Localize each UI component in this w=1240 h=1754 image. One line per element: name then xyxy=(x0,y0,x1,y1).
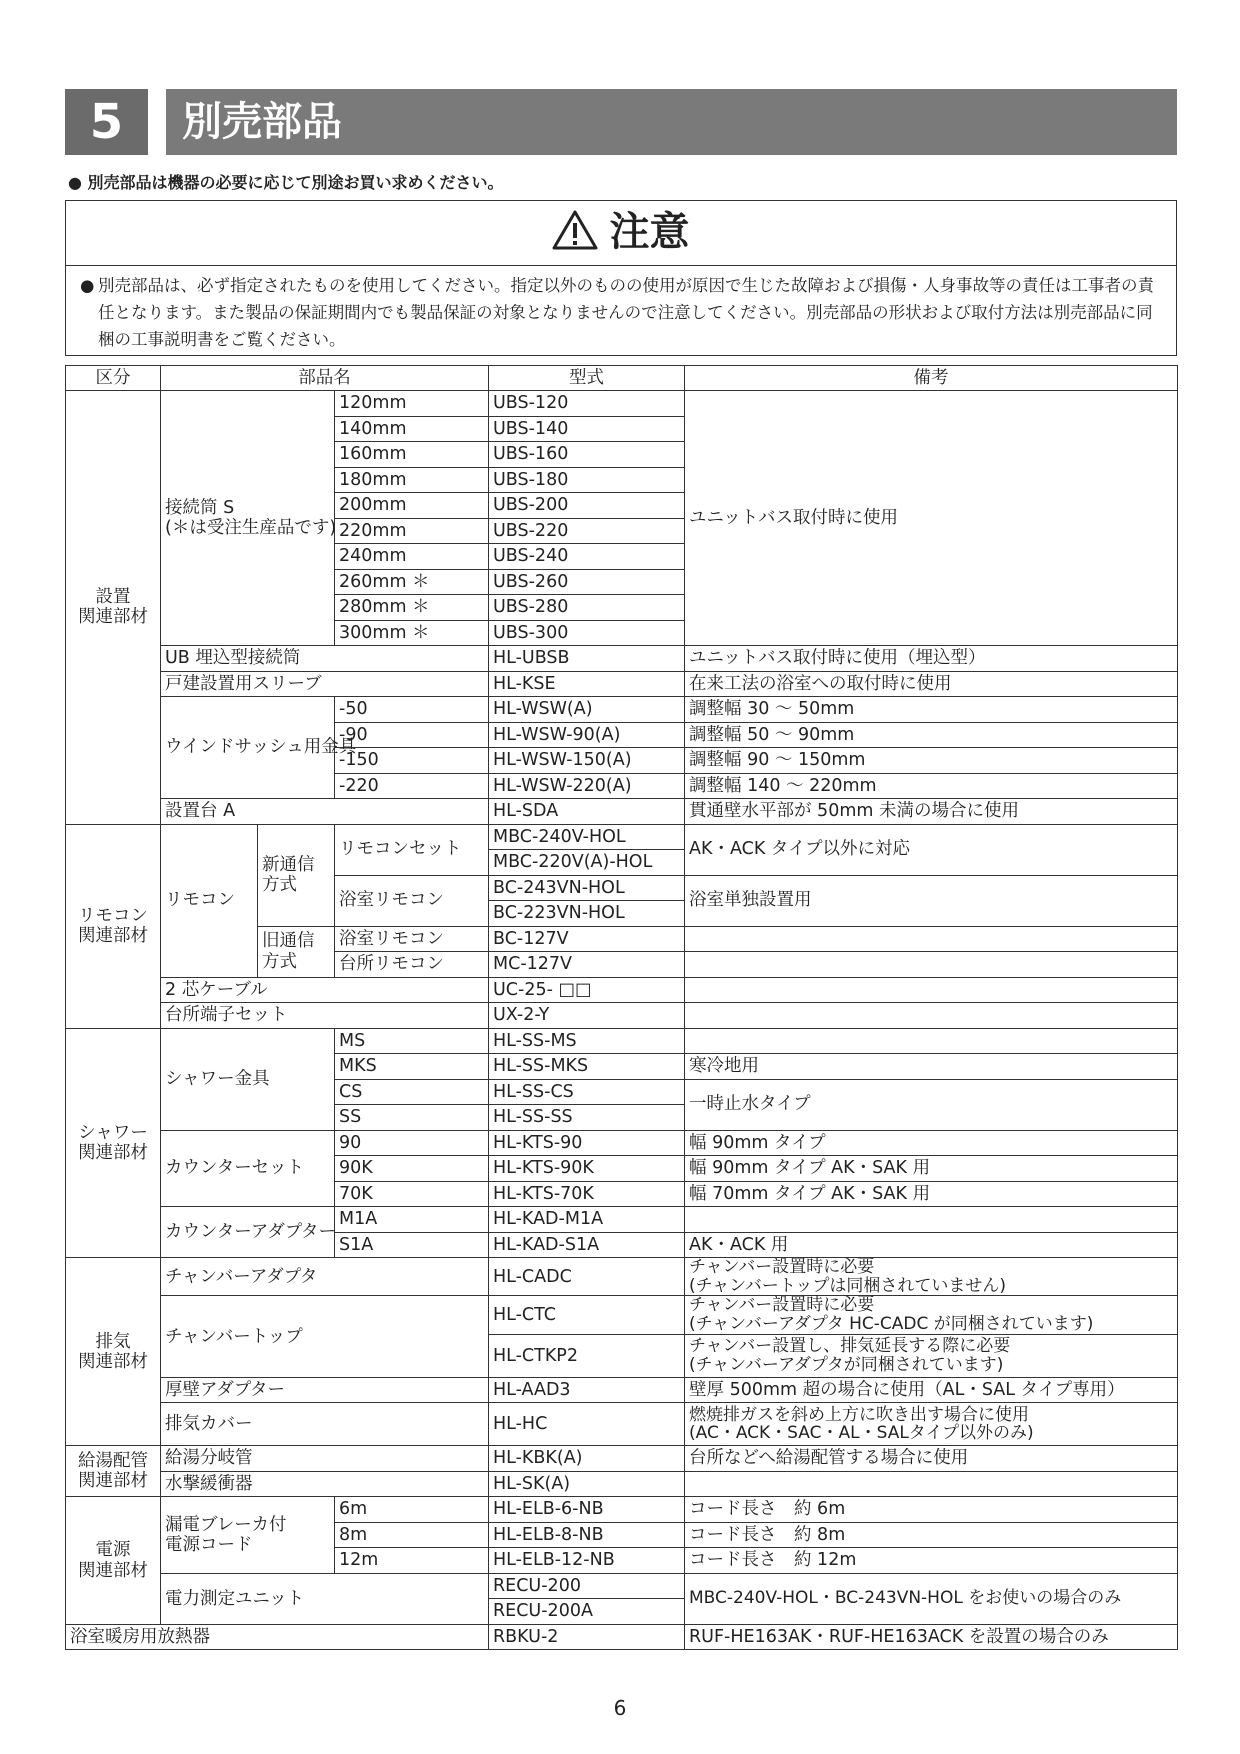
table-cell: 漏電ブレーカ付 電源コード xyxy=(161,1497,335,1574)
table-cell: ユニットバス取付時に使用 xyxy=(685,391,1178,646)
table-cell: 140mm xyxy=(335,416,489,442)
table-cell: BC-243VN-HOL xyxy=(489,875,685,901)
table-cell: HL-KTS-90K xyxy=(489,1156,685,1182)
table-cell: 調整幅 50 ～ 90mm xyxy=(685,722,1178,748)
table-cell: UBS-160 xyxy=(489,442,685,468)
table-cell: 220mm xyxy=(335,518,489,544)
table-cell: カウンターセット xyxy=(161,1130,335,1207)
table-cell: チャンバートップ xyxy=(161,1296,489,1377)
table-cell: 戸建設置用スリーブ xyxy=(161,671,489,697)
table-cell: UBS-220 xyxy=(489,518,685,544)
table-cell: 給湯分岐管 xyxy=(161,1446,489,1472)
section-title: 別売部品 xyxy=(166,89,1177,155)
table-row xyxy=(66,697,1178,723)
table-cell: -220 xyxy=(335,773,489,799)
table-row xyxy=(66,1573,1178,1599)
table-cell: HL-SK(A) xyxy=(489,1471,685,1497)
table-cell: 給湯配管 関連部材 xyxy=(66,1446,161,1497)
table-cell: MBC-240V-HOL xyxy=(489,824,685,850)
table-cell: HL-WSW(A) xyxy=(489,697,685,723)
table-cell: UBS-240 xyxy=(489,544,685,570)
table-cell: 設置 関連部材 xyxy=(66,391,161,825)
table-body xyxy=(66,391,1178,1650)
table-cell: M1A xyxy=(335,1207,489,1233)
table-cell: HL-CTC xyxy=(489,1296,685,1334)
table-cell: 6m xyxy=(335,1497,489,1523)
table-cell: シャワー 関連部材 xyxy=(66,1028,161,1258)
table-cell: HL-ELB-12-NB xyxy=(489,1548,685,1574)
table-cell: HL-CADC xyxy=(489,1258,685,1296)
table-cell: 旧通信 方式 xyxy=(258,926,335,977)
table-cell: HL-KTS-70K xyxy=(489,1181,685,1207)
table-cell: 幅 70mm タイプ AK・SAK 用 xyxy=(685,1181,1178,1207)
table-cell: チャンバー設置時に必要 (チャンバートップは同梱されていません) xyxy=(685,1258,1178,1296)
table-cell: MKS xyxy=(335,1054,489,1080)
table-cell: ウインドサッシュ用金具 xyxy=(161,697,335,799)
table-cell: UBS-140 xyxy=(489,416,685,442)
parts-table xyxy=(65,365,1178,1650)
table-cell: リモコンセット xyxy=(335,824,489,875)
table-cell xyxy=(685,977,1178,1003)
table-cell: 寒冷地用 xyxy=(685,1054,1178,1080)
section-header xyxy=(65,89,1177,155)
page-number: 6 xyxy=(613,1696,627,1720)
table-cell: RBKU-2 xyxy=(489,1624,685,1650)
table-row xyxy=(66,1296,1178,1334)
table-cell: HL-SS-SS xyxy=(489,1105,685,1131)
table-cell: HL-ELB-6-NB xyxy=(489,1497,685,1523)
table-cell: HL-SDA xyxy=(489,799,685,825)
table-cell: RECU-200A xyxy=(489,1599,685,1625)
table-cell: 90 xyxy=(335,1130,489,1156)
table-cell xyxy=(685,1028,1178,1054)
table-cell: 接続筒 S (＊は受注生産品です) xyxy=(161,391,335,646)
table-cell: MC-127V xyxy=(489,952,685,978)
table-cell: RUF-HE163AK・RUF-HE163ACK を設置の場合のみ xyxy=(685,1624,1178,1650)
table-cell: 一時止水タイプ xyxy=(685,1079,1178,1130)
table-cell: 浴室暖房用放熱器 xyxy=(66,1624,489,1650)
table-row xyxy=(66,1403,1178,1446)
section-number: 5 xyxy=(65,89,148,155)
table-cell: 200mm xyxy=(335,493,489,519)
table-cell: UC-25- □□ xyxy=(489,977,685,1003)
table-cell: UBS-180 xyxy=(489,467,685,493)
table-row xyxy=(66,671,1178,697)
table-cell: UBS-280 xyxy=(489,595,685,621)
table-cell: シャワー金具 xyxy=(161,1028,335,1130)
table-cell: コード長さ 約 12m xyxy=(685,1548,1178,1574)
table-cell: HL-WSW-90(A) xyxy=(489,722,685,748)
table-cell: 調整幅 90 ～ 150mm xyxy=(685,748,1178,774)
intro-note: ● 別売部品は機器の必要に応じて別途お買い求めください。 xyxy=(68,173,504,192)
table-cell: 排気カバー xyxy=(161,1403,489,1446)
table-row xyxy=(66,1377,1178,1403)
table-cell: カウンターアダプター xyxy=(161,1207,335,1258)
table-cell: 台所端子セット xyxy=(161,1003,489,1029)
table-cell: HL-WSW-150(A) xyxy=(489,748,685,774)
table-cell: 水撃緩衝器 xyxy=(161,1471,489,1497)
table-cell: 300mm ＊ xyxy=(335,620,489,646)
table-cell: HL-CTKP2 xyxy=(489,1334,685,1377)
table-row xyxy=(66,1028,1178,1054)
header-remarks: 備考 xyxy=(685,366,1178,391)
table-row xyxy=(66,1471,1178,1497)
header-model: 型式 xyxy=(489,366,685,391)
table-cell: MS xyxy=(335,1028,489,1054)
table-cell: 幅 90mm タイプ AK・SAK 用 xyxy=(685,1156,1178,1182)
table-cell: MBC-240V-HOL・BC-243VN-HOL をお使いの場合のみ xyxy=(685,1573,1178,1624)
table-cell: HL-KAD-M1A xyxy=(489,1207,685,1233)
table-cell: 浴室リモコン xyxy=(335,926,489,952)
table-row xyxy=(66,799,1178,825)
table-cell: UBS-260 xyxy=(489,569,685,595)
table-cell: 電源 関連部材 xyxy=(66,1497,161,1625)
table-cell: MBC-220V(A)-HOL xyxy=(489,850,685,876)
caution-box xyxy=(65,200,1177,356)
table-cell: 90K xyxy=(335,1156,489,1182)
table-cell: コード長さ 約 6m xyxy=(685,1497,1178,1523)
table-cell: 新通信 方式 xyxy=(258,824,335,926)
table-cell: HL-UBSB xyxy=(489,646,685,672)
table-cell: リモコン xyxy=(161,824,258,977)
table-cell: 浴室単独設置用 xyxy=(685,875,1178,926)
table-cell: 8m xyxy=(335,1522,489,1548)
table-cell: 70K xyxy=(335,1181,489,1207)
table-cell: 12m xyxy=(335,1548,489,1574)
table-cell: 180mm xyxy=(335,467,489,493)
table-cell: 240mm xyxy=(335,544,489,570)
table-cell: 調整幅 140 ～ 220mm xyxy=(685,773,1178,799)
table-cell: HL-ELB-8-NB xyxy=(489,1522,685,1548)
table-cell: S1A xyxy=(335,1232,489,1258)
table-cell: HL-KAD-S1A xyxy=(489,1232,685,1258)
table-cell: HL-KTS-90 xyxy=(489,1130,685,1156)
table-row xyxy=(66,1624,1178,1650)
table-cell: AK・ACK 用 xyxy=(685,1232,1178,1258)
table-cell: BC-127V xyxy=(489,926,685,952)
table-cell: 120mm xyxy=(335,391,489,417)
table-cell: -50 xyxy=(335,697,489,723)
table-cell xyxy=(685,1003,1178,1029)
table-cell: 160mm xyxy=(335,442,489,468)
table-cell: 厚壁アダプター xyxy=(161,1377,489,1403)
table-cell: UB 埋込型接続筒 xyxy=(161,646,489,672)
table-cell: SS xyxy=(335,1105,489,1131)
table-row xyxy=(66,391,1178,417)
table-cell: UBS-200 xyxy=(489,493,685,519)
table-cell xyxy=(685,952,1178,978)
table-cell: 貫通壁水平部が 50mm 未満の場合に使用 xyxy=(685,799,1178,825)
table-cell: 幅 90mm タイプ xyxy=(685,1130,1178,1156)
table-cell: HL-KSE xyxy=(489,671,685,697)
table-row xyxy=(66,824,1178,850)
caution-header xyxy=(66,201,1176,266)
table-row xyxy=(66,646,1178,672)
table-cell: チャンバー設置時に必要 (チャンバーアダプタ HC-CADC が同梱されています) xyxy=(685,1296,1178,1334)
table-cell: HL-SS-MS xyxy=(489,1028,685,1054)
table-cell: ユニットバス取付時に使用（埋込型） xyxy=(685,646,1178,672)
table-row xyxy=(66,1446,1178,1472)
header-category: 区分 xyxy=(66,366,161,391)
table-cell xyxy=(685,1207,1178,1233)
table-cell: 電力測定ユニット xyxy=(161,1573,489,1624)
table-cell: UBS-300 xyxy=(489,620,685,646)
table-cell: HL-WSW-220(A) xyxy=(489,773,685,799)
table-cell: 台所リモコン xyxy=(335,952,489,978)
table-cell: コード長さ 約 8m xyxy=(685,1522,1178,1548)
table-cell: 280mm ＊ xyxy=(335,595,489,621)
table-cell: リモコン 関連部材 xyxy=(66,824,161,1028)
table-cell: HL-HC xyxy=(489,1403,685,1446)
table-cell xyxy=(685,1471,1178,1497)
table-cell: 260mm ＊ xyxy=(335,569,489,595)
table-row xyxy=(66,1207,1178,1233)
bullet-icon: ● xyxy=(80,276,95,295)
table-cell xyxy=(685,926,1178,952)
table-cell: チャンバー設置し、排気延長する際に必要 (チャンバーアダプタが同梱されています) xyxy=(685,1334,1178,1377)
table-cell: 排気 関連部材 xyxy=(66,1258,161,1446)
table-cell: HL-AAD3 xyxy=(489,1377,685,1403)
table-cell: 在来工法の浴室への取付時に使用 xyxy=(685,671,1178,697)
table-cell: RECU-200 xyxy=(489,1573,685,1599)
table-row xyxy=(66,1003,1178,1029)
caution-body xyxy=(66,266,1176,353)
table-cell: UX-2-Y xyxy=(489,1003,685,1029)
table-cell: チャンバーアダプタ xyxy=(161,1258,489,1296)
table-cell: HL-SS-MKS xyxy=(489,1054,685,1080)
table-row xyxy=(66,1130,1178,1156)
table-cell: 浴室リモコン xyxy=(335,875,489,926)
table-cell: -90 xyxy=(335,722,489,748)
table-row xyxy=(66,1258,1178,1296)
caution-title: 注意 xyxy=(609,209,690,255)
warning-icon xyxy=(552,209,598,255)
table-cell: CS xyxy=(335,1079,489,1105)
table-header-row xyxy=(66,366,1178,391)
caution-text: 別売部品は、必ず指定されたものを使用してください。指定以外のものの使用が原因で生じた故障および損傷・人身事故等の責任は工事者の責任となります。また製品の保証期間内でも製品保証の対象となりませんので注意してください。別売部品の形状および取付方法は別売部品に同梱の工事説明書をご覧ください。 xyxy=(98,276,1154,349)
table-cell: HL-SS-CS xyxy=(489,1079,685,1105)
table-cell: 燃焼排ガスを斜め上方に吹き出す場合に使用 (AC・ACK・SAC・AL・SALタイプ以外のみ) xyxy=(685,1403,1178,1446)
table-cell: BC-223VN-HOL xyxy=(489,901,685,927)
table-cell: AK・ACK タイプ以外に対応 xyxy=(685,824,1178,875)
table-cell: 台所などへ給湯配管する場合に使用 xyxy=(685,1446,1178,1472)
table-cell: 調整幅 30 ～ 50mm xyxy=(685,697,1178,723)
header-part-name: 部品名 xyxy=(161,366,489,391)
table-cell: -150 xyxy=(335,748,489,774)
table-row xyxy=(66,977,1178,1003)
table-cell: UBS-120 xyxy=(489,391,685,417)
table-row xyxy=(66,1497,1178,1523)
table-cell: 2 芯ケーブル xyxy=(161,977,489,1003)
table-cell: 設置台 A xyxy=(161,799,489,825)
table-cell: 壁厚 500mm 超の場合に使用（AL・SAL タイプ専用） xyxy=(685,1377,1178,1403)
table-cell: HL-KBK(A) xyxy=(489,1446,685,1472)
